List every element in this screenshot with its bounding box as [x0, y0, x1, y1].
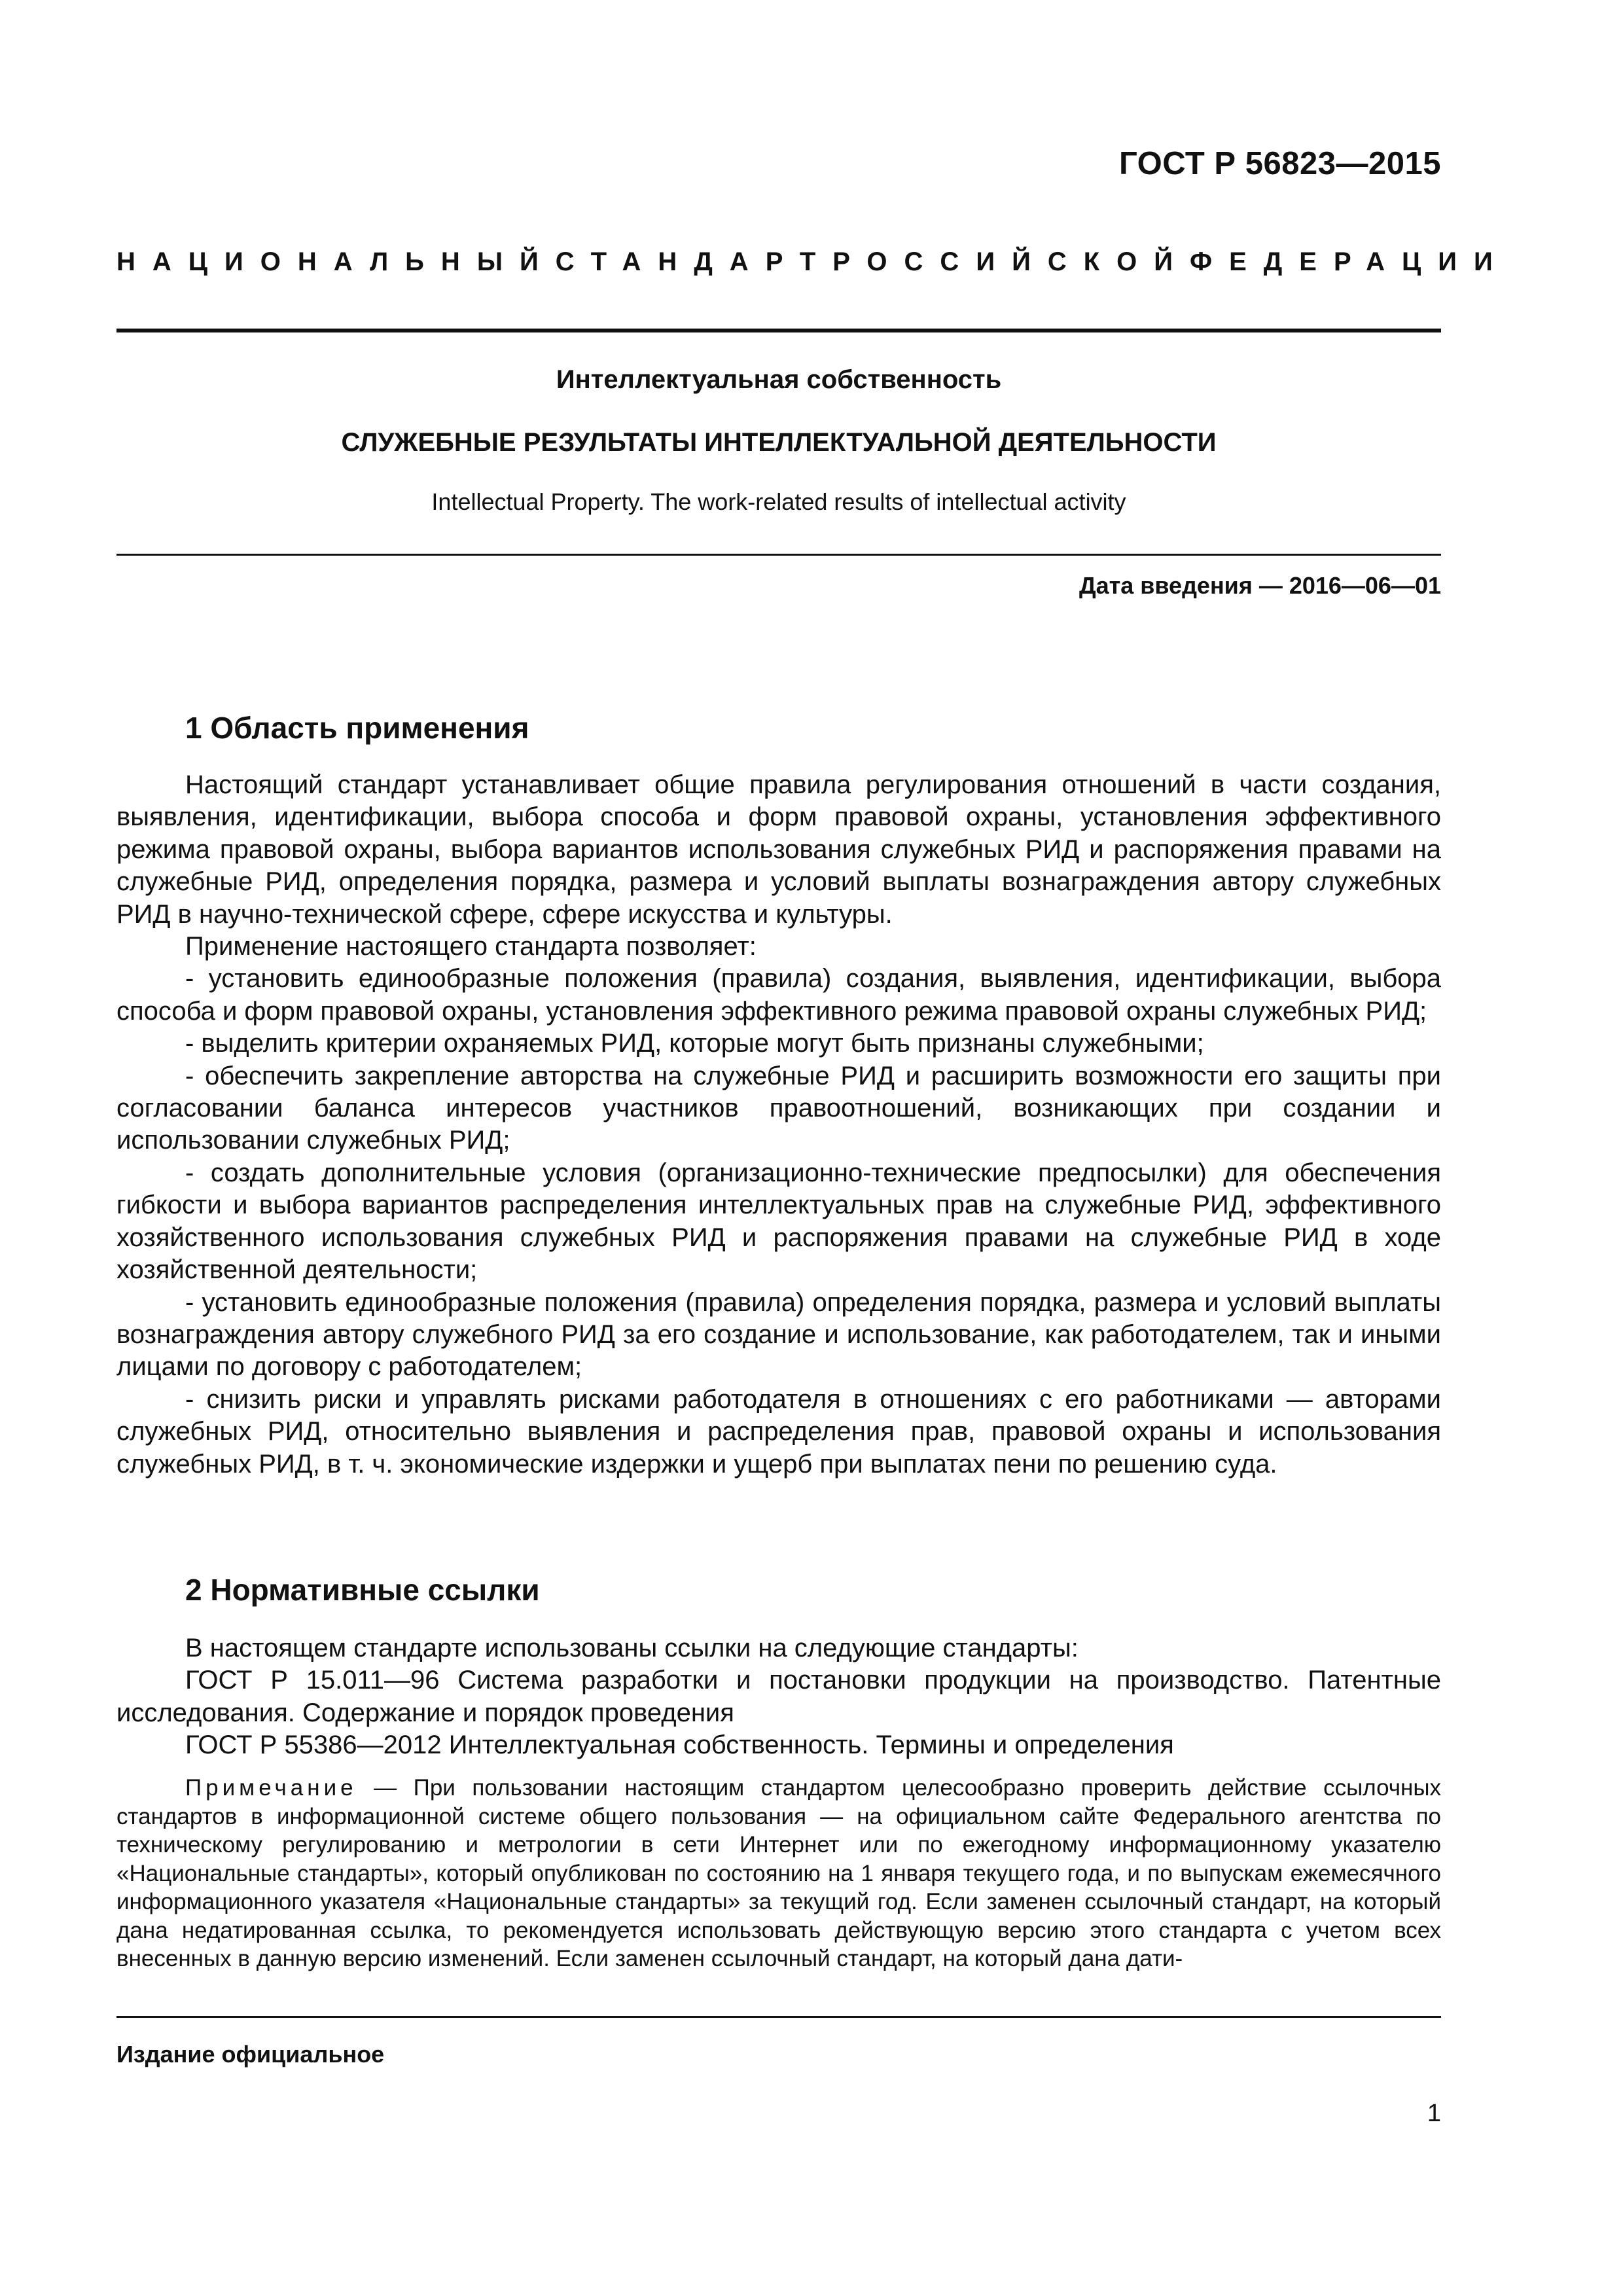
thin-divider-bottom — [116, 2016, 1441, 2018]
section-1-paragraph: Настоящий стандарт устанавливает общие правила регулирования отношений в части создания, выявления, идентификации, выбора способа и форм правовой охраны, установления эффективного режима правовой охраны, выбора вариантов использования служебных РИД и распоряжения правами на служебные РИД, определения порядка, размера и условий выплаты вознаграждения автору служебных РИД в научно-технической сфере, сфере искусства и культуры. — [116, 770, 1441, 929]
thick-divider — [116, 329, 1441, 332]
section-1-heading: 1 Область применения — [185, 711, 529, 745]
banner-word-2: СТАНДАРТ — [555, 247, 833, 276]
section-1-paragraph: Применение настоящего стандарта позволяет: — [185, 932, 757, 961]
section-2-heading: 2 Нормативные ссылки — [185, 1573, 540, 1607]
section-2-reference: ГОСТ Р 55386—2012 Интеллектуальная собственность. Термины и определения — [185, 1731, 1174, 1760]
section-1-list-item: - создать дополнительные условия (организационно-технические предпосылки) для обеспечения гибкости и выбора вариантов распределения интеллектуальных прав на служебные РИД, эффективного хозяйственного использования служебных РИД и распоряжения правами на служебные РИД в ходе хозяйственной деятельности; — [116, 1158, 1441, 1285]
section-1-list-item: - установить единообразные положения (правила) создания, выявления, идентификации, выбора способа и форм правовой охраны, установления эффективного режима правовой охраны служебных РИД; — [116, 964, 1441, 1026]
intro-date: Дата введения — 2016—06—01 — [1079, 572, 1441, 599]
document-page — [116, 0, 1510, 2296]
title-en: Intellectual Property. The work-related results of intellectual activity — [431, 488, 1126, 515]
section-2-body — [116, 1632, 1441, 1762]
banner-word-4: ФЕДЕРАЦИИ — [1189, 247, 1510, 276]
section-1-list-item: - снизить риски и управлять рисками работодателя в отношениях с его работниками — авторами служебных РИД, относительно выявления и распределения прав, правовой охраны и использования служебных РИД, в т. ч. экономические издержки и ущерб при выплатах пени по решению суда. — [116, 1384, 1441, 1479]
thin-divider-top — [116, 554, 1441, 556]
section-1-list-item: - установить единообразные положения (правила) определения порядка, размера и условий выплаты вознаграждения автору служебного РИД за его создание и использование, как работодателем, так и иными лицами по договору с работодателем; — [116, 1287, 1441, 1382]
note-label: Примечание — [185, 1775, 357, 1801]
section-2-paragraph: В настоящем стандарте использованы ссылки на следующие стандарты: — [185, 1634, 1079, 1662]
note-block — [116, 1774, 1441, 1973]
edition-label: Издание официальное — [116, 2041, 385, 2068]
section-1-list-item: - выделить критерии охраняемых РИД, которые могут быть признаны служебными; — [185, 1029, 1204, 1058]
document-code: ГОСТ Р 56823—2015 — [1118, 146, 1441, 181]
page-number: 1 — [1427, 2100, 1441, 2127]
banner-word-1: НАЦИОНАЛЬНЫЙ — [116, 247, 556, 276]
note-text: — При пользовании настоящим стандартом целесообразно проверить действие ссылочных стандартов в информационной системе общего пользования — на официальном сайте Федерального агентства по техническому регулированию и метрологии в сети Интернет или по ежегодному информационному указателю «Национальные стандарты», который опубликован по состоянию на 1 января текущего года, и по выпускам ежемесячного информационного указателя «Национальные стандарты» за текущий год. Если заменен ссылочный стандарт, на который дана недатированная ссылка, то рекомендуется использовать действующую версию этого стандарта с учетом всех внесенных в данную версию изменений. Если заменен ссылочный стандарт, на который дана дати- — [116, 1775, 1441, 1971]
title-ru: СЛУЖЕБНЫЕ РЕЗУЛЬТАТЫ ИНТЕЛЛЕКТУАЛЬНОЙ ДЕЯТЕЛЬНОСТИ — [341, 428, 1217, 457]
section-1-list-item: - обеспечить закрепление авторства на служебные РИД и расширить возможности его защиты при согласовании баланса интересов участников правоотношений, возникающих при создании и использовании служебных РИД; — [116, 1061, 1441, 1155]
subtitle-ru: Интеллектуальная собственность — [556, 365, 1002, 394]
section-1-body — [116, 769, 1441, 1480]
national-standard-banner — [116, 247, 1510, 277]
banner-word-3: РОССИЙСКОЙ — [832, 247, 1190, 276]
section-2-reference: ГОСТ Р 15.011—96 Система разработки и постановки продукции на производство. Патентные исследования. Содержание и порядок проведения — [116, 1666, 1441, 1727]
